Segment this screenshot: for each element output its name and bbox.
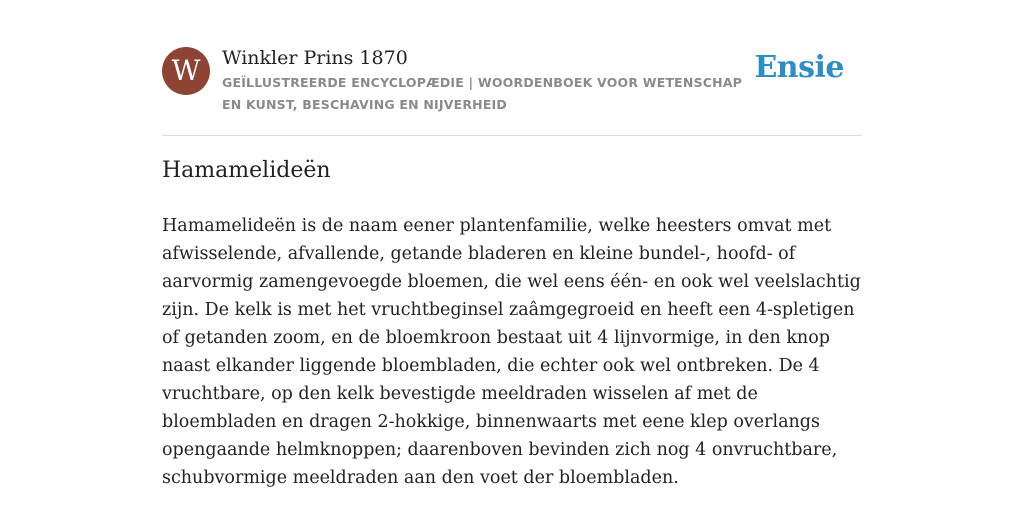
article-title: Hamamelideën bbox=[162, 158, 331, 183]
source-header bbox=[162, 44, 862, 134]
source-title[interactable]: Winkler Prins 1870 bbox=[222, 47, 408, 69]
source-info bbox=[222, 44, 762, 116]
divider bbox=[162, 135, 862, 136]
brand-logo[interactable]: Ensie bbox=[754, 50, 844, 85]
article-body: Hamamelideën is de naam eener plantenfamilie, welke heesters omvat met afwisselende, afvallende, getande bladeren en kleine bundel-, hoofd- of aarvormig zamengevoegde bloemen, die wel eens één- en ook wel veelslachtig zijn. De kelk is met het vruchtbeginsel zaâmgegroeid en heeft een 4-spletigen of getanden zoom, en de bloemkroon bestaat uit 4 lijnvormige, in den knop naast elkander liggende bloembladen, die echter ook wel ontbreken. De 4 vruchtbare, op den kelk bevestigde meeldraden wisselen af met de bloembladen en dragen 2-hokkige, binnenwaarts met eene klep overlangs opengaande helmknoppen; daarenboven bevinden zich nog 4 onvruchtbare, schubvormige meeldraden aan den voet der bloembladen. bbox=[162, 216, 861, 488]
source-subtitle: GEÏLLUSTREERDE ENCYCLOPÆDIE | WOORDENBOEK VOOR WETENSCHAP EN KUNST, BESCHAVING EN NIJVERHEID bbox=[222, 75, 743, 112]
source-avatar[interactable]: W bbox=[162, 47, 210, 95]
